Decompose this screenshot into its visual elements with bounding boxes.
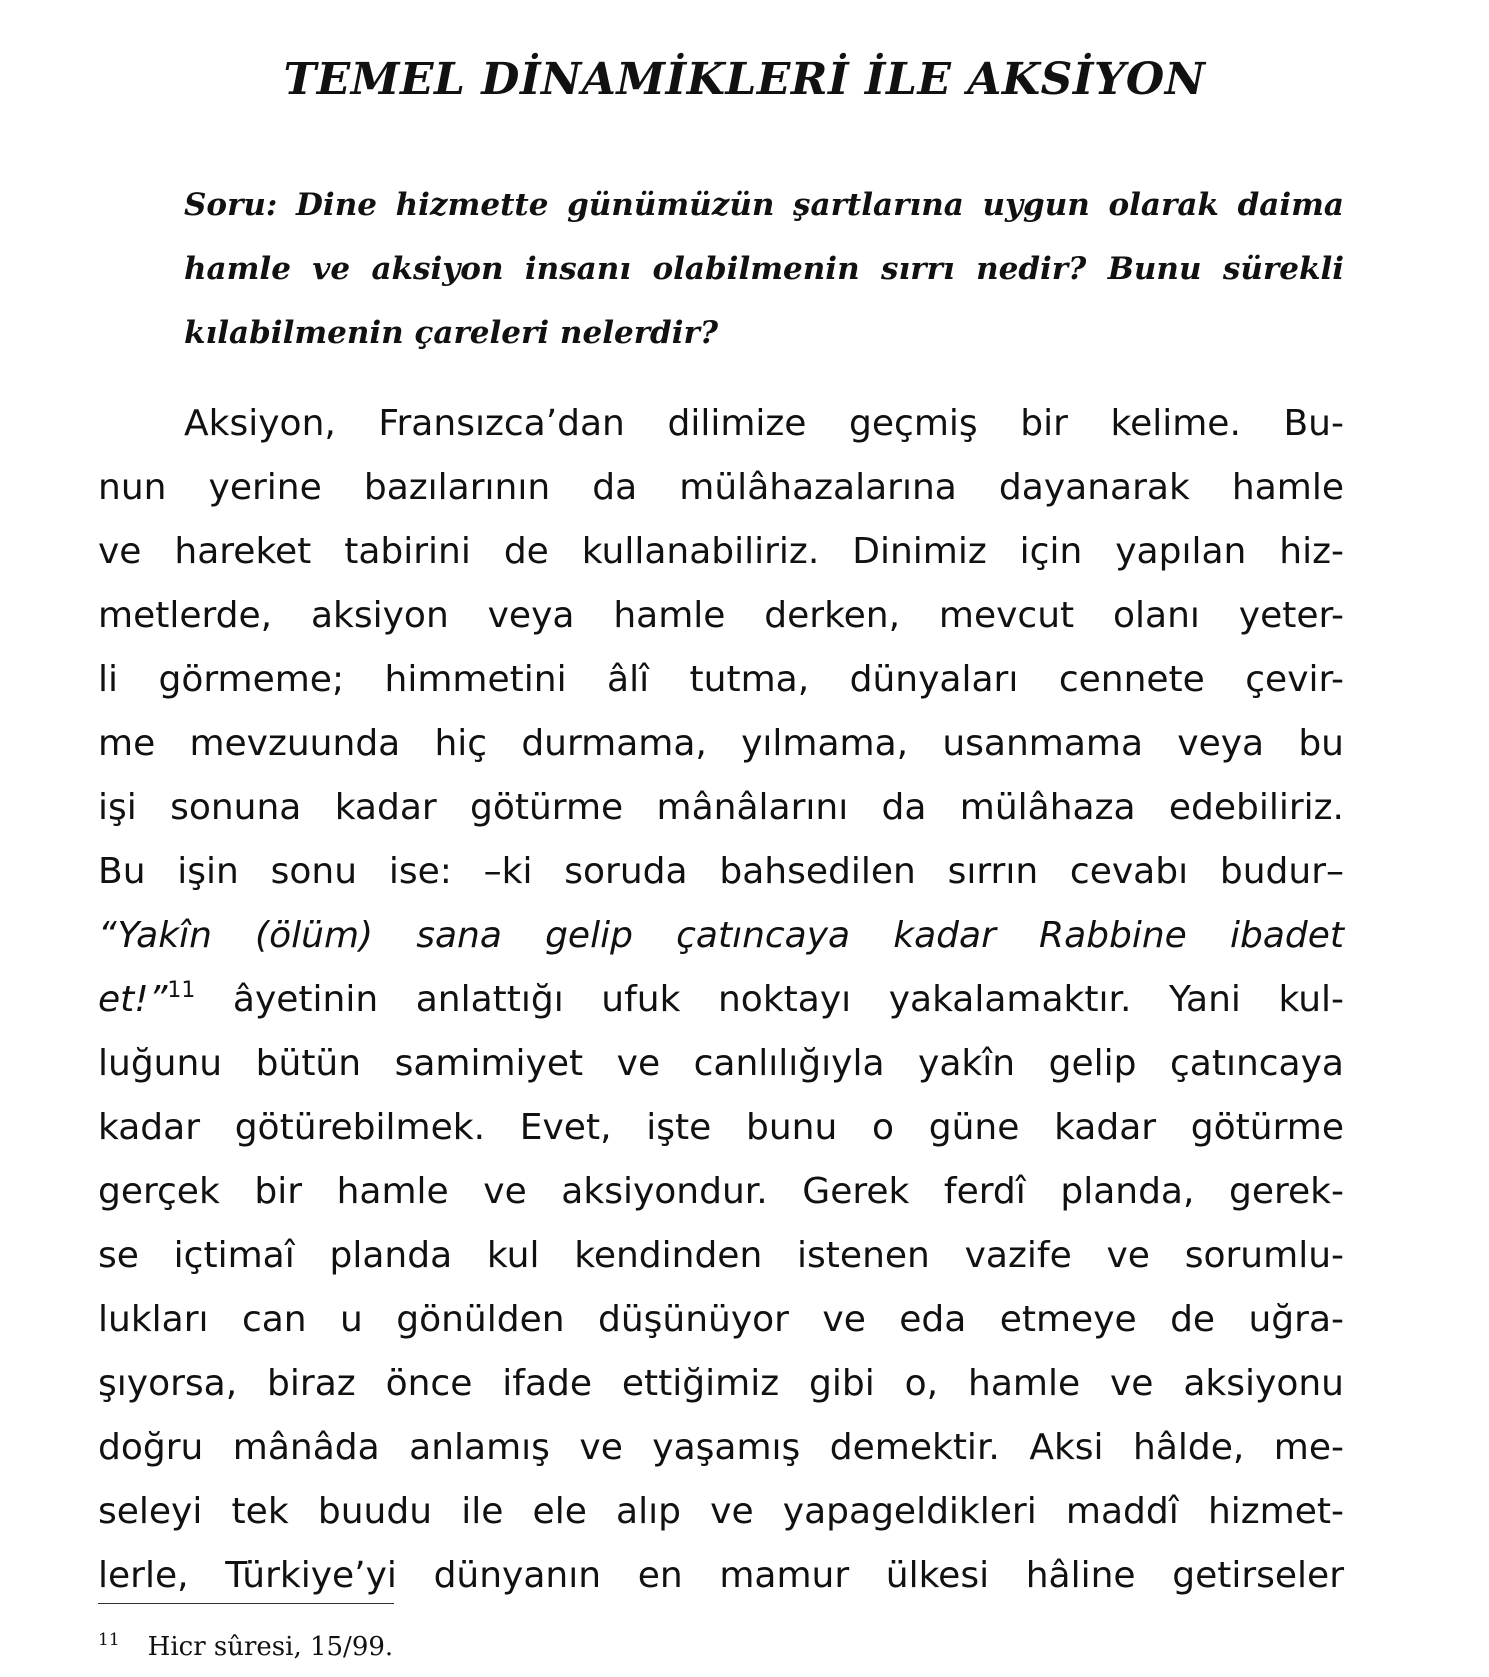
footnote-reference[interactable]: 11 (167, 978, 196, 1003)
body-line: ve hareket tabirini de kullanabiliriz. Dinimiz için yapılan hiz- (98, 531, 1344, 572)
chapter-title: TEMEL DİNAMİKLERİ İLE AKSİYON (283, 54, 1206, 105)
footnote-number: 11 (98, 1630, 120, 1650)
body-paragraph (98, 392, 1344, 1608)
body-line: me mevzuunda hiç durmama, yılmama, usanmama veya bu (98, 723, 1344, 764)
body-line: luğunu bütün samimiyet ve canlılığıyla yakîn gelip çatıncaya (98, 1043, 1344, 1084)
verse-quote-line: “Yakîn (ölüm) sana gelip çatıncaya kadar Rabbine ibadet (98, 915, 1344, 956)
body-line: doğru mânâda anlamış ve yaşamış demektir. Aksi hâlde, me- (98, 1427, 1344, 1468)
body-line: Bu işin sonu ise: –ki soruda bahsedilen sırrın cevabı budur– (98, 851, 1344, 892)
question-line: hamle ve aksiyon insanı olabilmenin sırrı nedir? Bunu sürekli (184, 251, 1344, 287)
body-line-with-reference (98, 968, 1344, 1032)
question-line: Soru: Dine hizmette günümüzün şartlarına uygun olarak daima (184, 187, 1344, 223)
question-line: kılabilmenin çareleri nelerdir? (184, 315, 718, 351)
body-line-rest: âyetinin anlattığı ufuk noktayı yakalamaktır. Yani kul- (195, 979, 1344, 1020)
body-line: kadar götürebilmek. Evet, işte bunu o güne kadar götürme (98, 1107, 1344, 1148)
body-line: lukları can u gönülden düşünüyor ve eda etmeye de uğra- (98, 1299, 1344, 1340)
verse-quote-end: et!” (98, 979, 168, 1020)
footnote-text: Hicr sûresi, 15/99. (147, 1632, 394, 1662)
footnote (98, 1622, 393, 1665)
body-line: metlerde, aksiyon veya hamle derken, mevcut olanı yeter- (98, 595, 1344, 636)
body-line: se içtimaî planda kul kendinden istenen vazife ve sorumlu- (98, 1235, 1344, 1276)
body-line: li görmeme; himmetini âlî tutma, dünyaları cennete çevir- (98, 659, 1344, 700)
body-line: Aksiyon, Fransızca’dan dilimize geçmiş bir kelime. Bu- (184, 403, 1344, 444)
footnote-divider (98, 1603, 394, 1604)
body-line: gerçek bir hamle ve aksiyondur. Gerek ferdî planda, gerek- (98, 1171, 1344, 1212)
body-line: nun yerine bazılarının da mülâhazalarına dayanarak hamle (98, 467, 1344, 508)
body-line: şıyorsa, biraz önce ifade ettiğimiz gibi o, hamle ve aksiyonu (98, 1363, 1344, 1404)
body-line: işi sonuna kadar götürme mânâlarını da mülâhaza edebiliriz. (98, 787, 1344, 828)
body-line: seleyi tek buudu ile ele alıp ve yapageldikleri maddî hizmet- (98, 1491, 1344, 1532)
body-line: lerle, Türkiye’yi dünyanın en mamur ülkesi hâline getirseler (98, 1555, 1344, 1596)
question-block (184, 173, 1344, 365)
